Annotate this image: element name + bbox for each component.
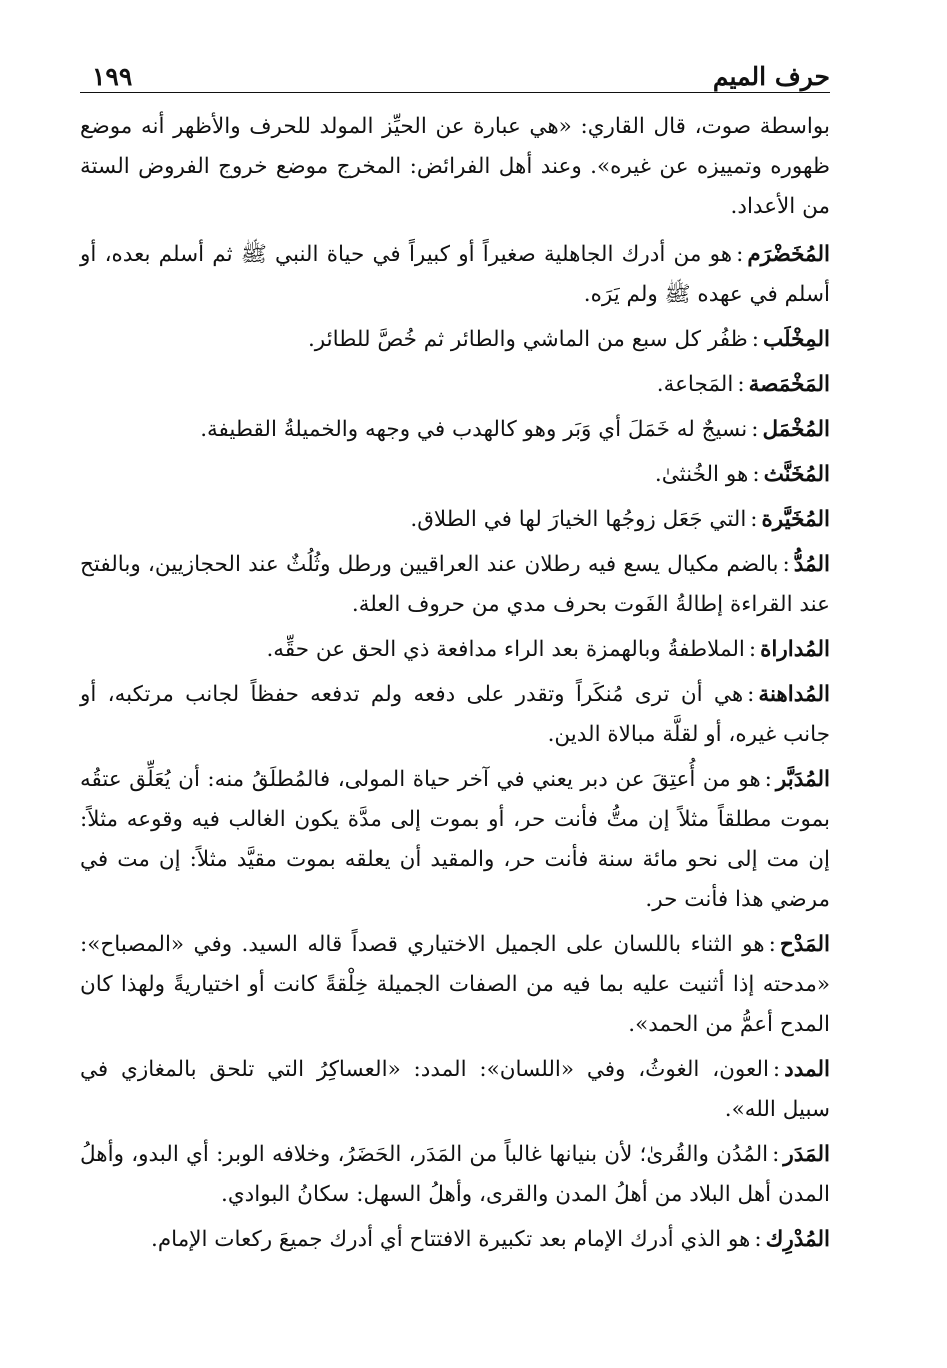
- entry-term: المُخْمَل: [762, 417, 830, 442]
- entry-term: المُداراة: [760, 637, 830, 662]
- entry-mudrik: المُدْرِك:هو الذي أدرك الإمام بعد تكبيرة الافتتاح أي أدرك جميعَ ركعات الإمام.: [151, 1227, 830, 1252]
- entry-term: المُدَبَّر: [775, 767, 830, 792]
- chapter-title: حرف الميم: [712, 62, 830, 91]
- entry-text: التي جَعَل زوجُها الخيارَ لها في الطلاق.: [410, 507, 747, 532]
- entry-text: هو الثناء باللسان على الجميل الاختياري قصداً قاله السيد. وفي «المصباح»: «مدحته إذا أثنيت عليه بما فيه من الصفات الجميلة خِلْقةً كانت أو اختياريةً ولهذا كان المدح أعمُّ من الحمد».: [80, 932, 830, 1037]
- entry-text: بالضم مكيال يسع فيه رطلان عند العراقيين ورطل وثُلُثٌ عند الحجازيين، وبالفتح عند القراءة إطالةُ الفَوت بحرف مدي من حروف العلة.: [80, 552, 830, 617]
- entry-mukhadram: المُخَضْرَم:هو من أدرك الجاهلية صغيراً أو كبيراً في حياة النبي ﷺ ثم أسلم بعده، أو أسلم في عهده ﷺ ولم يَرَه.: [80, 242, 830, 307]
- entry-mudd: المُدُّ:بالضم مكيال يسع فيه رطلان عند العراقيين ورطل وثُلُثٌ عند الحجازيين، وبالفتح عند القراءة إطالةُ الفَوت بحرف مدي من حروف العلة.: [80, 552, 830, 617]
- entry-term: المُخَضْرَم: [747, 242, 830, 267]
- entry-text: بواسطة صوت، قال القاري: «هي عبارة عن الحيِّز المولد للحرف والأظهر أنه موضع ظهوره وتمييزه عن غيره». وعند أهل الفرائض: المخرج موضع خروج الفروض الستة من الأعداد.: [80, 114, 830, 219]
- entry-text: هي أن ترى مُنكَراً وتقدر على دفعه ولم تدفعه حفظاً لجانب مرتكبه، أو جانب غيره، أو لقلَّة مبالاة الدين.: [80, 682, 830, 747]
- book-page: [80, 58, 830, 1265]
- entry-mudabbar: المُدَبَّر:هو من أُعتِقَ عن دبر يعني في آخر حياة المولى، فالمُطلَقُ منه: أن يُعَلِّق عتقُه بموت مطلقاً مثلاً إن متُّ فأنت حر، أو بموت إلى مدَّة يكون الغالب فيه وقوعه مثلاً: إن مت إلى نحو مائة سنة فأنت حر، والمقيد أن يعلقه بموت مقيَّد مثلاً: إن مت في مرضي هذا فأنت حر.: [80, 767, 830, 912]
- entry-mukhmal: المُخْمَل:نسيجٌ له خَمَلَ أي وَبَر وهو كالهدب في وجهه والخميلةُ القطيفة.: [200, 417, 830, 442]
- entry-term: المَدَر: [783, 1142, 830, 1167]
- entry-term: المدد: [784, 1057, 830, 1082]
- entry-text: هو الذي أدرك الإمام بعد تكبيرة الافتتاح أي أدرك جميعَ ركعات الإمام.: [151, 1227, 751, 1252]
- entry-madh: المَدْح:هو الثناء باللسان على الجميل الاختياري قصداً قاله السيد. وفي «المصباح»: «مدحته إذا أثنيت عليه بما فيه من الصفات الجميلة خِلْقةً كانت أو اختياريةً ولهذا كان المدح أعمُّ من الحمد».: [80, 932, 830, 1037]
- entry-term: المَخْمَصة: [748, 372, 830, 397]
- entry-term: المُخَنَّث: [763, 462, 830, 487]
- entry-text: المَجاعة.: [656, 372, 734, 397]
- entry-mukhayyara: المُخَيَّرة:التي جَعَل زوجُها الخيارَ لها في الطلاق.: [410, 507, 830, 532]
- entry-term: المِخْلَب: [762, 327, 830, 352]
- entry-madar: المَدَر:المُدُن والقُرىٰ؛ لأن بنيانها غالباً من المَدَر، الحَضَرُ، وخلافه الوبر: أي البدو، وأهلُ المدن أهل البلاد من أهلُ المدن والقرى، وأهلُ السهل: سكانُ البوادي.: [80, 1142, 830, 1207]
- entry-text: هو من أُعتِقَ عن دبر يعني في آخر حياة المولى، فالمُطلَقُ منه: أن يُعَلِّق عتقُه بموت مطلقاً مثلاً إن متُّ فأنت حر، أو بموت إلى مدَّة يكون الغالب فيه وقوعه مثلاً: إن مت إلى نحو مائة سنة فأنت حر، والمقيد أن يعلقه بموت مقيَّد مثلاً: إن مت في مرضي هذا فأنت حر.: [80, 767, 830, 912]
- entry-text: المُدُن والقُرىٰ؛ لأن بنيانها غالباً من المَدَر، الحَضَرُ، وخلافه الوبر: أي البدو، وأهلُ المدن أهل البلاد من أهلُ المدن والقرى، وأهلُ السهل: سكانُ البوادي.: [80, 1142, 830, 1207]
- entry-text: ظفُر كل سبع من الماشي والطائر ثم خُصَّ للطائر.: [307, 327, 748, 352]
- entry-makhmasa: المَخْمَصة:المَجاعة.: [656, 372, 830, 397]
- running-header: [80, 58, 830, 93]
- continued-entry: [80, 107, 830, 227]
- entry-term: المُدُّ: [793, 552, 830, 577]
- entry-term: المَدْح: [779, 932, 830, 957]
- page-number: ١٩٩: [92, 62, 133, 91]
- entry-text: الملاطفةُ وبالهمزة بعد الراء مدافعة ذي الحق عن حقِّه.: [266, 637, 745, 662]
- entry-mudarat: المُداراة:الملاطفةُ وبالهمزة بعد الراء مدافعة ذي الحق عن حقِّه.: [266, 637, 830, 662]
- dictionary-entries: [80, 107, 830, 1260]
- entry-text: هو الخُنثىٰ.: [654, 462, 749, 487]
- entry-mudahana: المُداهنة:هي أن ترى مُنكَراً وتقدر على دفعه ولم تدفعه حفظاً لجانب مرتكبه، أو جانب غيره، أو لقلَّة مبالاة الدين.: [80, 682, 830, 747]
- entry-text: نسيجٌ له خَمَلَ أي وَبَر وهو كالهدب في وجهه والخميلةُ القطيفة.: [200, 417, 748, 442]
- entry-mikhlab: المِخْلَب:ظفُر كل سبع من الماشي والطائر ثم خُصَّ للطائر.: [307, 327, 830, 352]
- entry-term: المُداهنة: [758, 682, 830, 707]
- entry-text: هو من أدرك الجاهلية صغيراً أو كبيراً في حياة النبي ﷺ ثم أسلم بعده، أو أسلم في عهده ﷺ ولم يَرَه.: [80, 242, 830, 307]
- entry-text: العون، الغوثُ، وفي «اللسان»: المدد: «العساكِرُ التي تلحق بالمغازي في سبيل الله».: [80, 1057, 830, 1122]
- entry-mukhannath: المُخَنَّث:هو الخُنثىٰ.: [654, 462, 830, 487]
- entry-term: المُخَيَّرة: [761, 507, 830, 532]
- entry-madad: المدد:العون، الغوثُ، وفي «اللسان»: المدد: «العساكِرُ التي تلحق بالمغازي في سبيل الله».: [80, 1057, 830, 1122]
- entry-term: المُدْرِك: [765, 1227, 830, 1252]
